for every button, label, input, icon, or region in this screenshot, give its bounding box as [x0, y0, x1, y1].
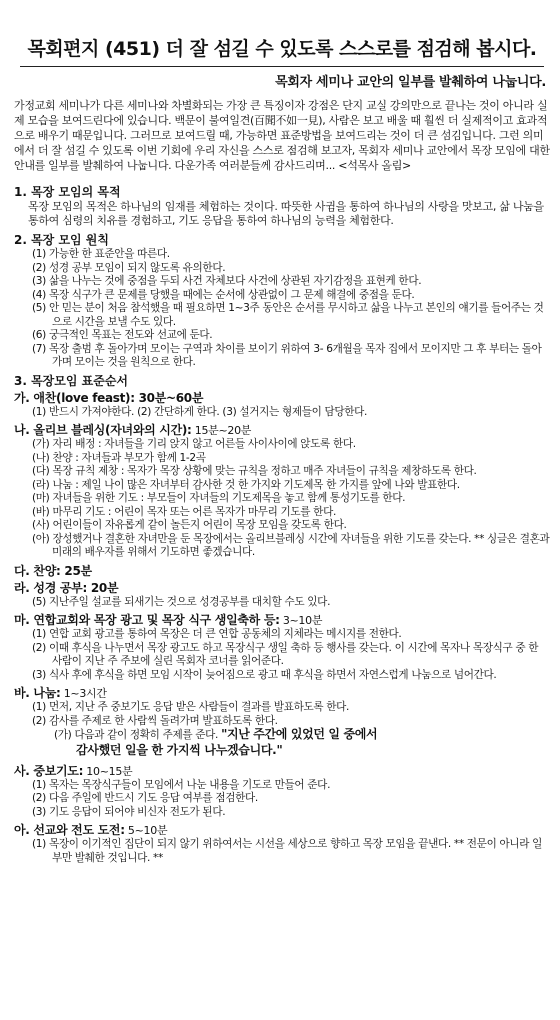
list-item: (4) 목장 식구가 큰 문제를 당했을 때에는 순서에 상관없이 그 문제 해결에 중점을 둔다. [32, 288, 415, 301]
na-time: 15분~20분 [191, 424, 252, 437]
ba-item-ga: (가) 다음과 같이 정확히 주제를 준다. [54, 729, 222, 741]
list-item: (2) 성경 공부 모임이 되지 않도록 유의한다. [32, 261, 226, 274]
list-item: (5) 안 믿는 분이 처음 참석했을 때 필요하면 1~3주 동안은 순서를 무시하고 삶을 나누고 본인의 얘기를 들어주는 것으로 시간을 보낼 수도 있다. [32, 302, 544, 328]
list-item: (5) 지난주일 설교를 되새기는 것으로 성경공부를 대치할 수도 있다. [32, 595, 331, 608]
list-item: (2) 감사를 주제로 한 사람씩 돌려가며 발표하도록 한다. [32, 714, 278, 727]
subsection-ra-label: 라. 성경 공부: 20분 [14, 580, 119, 595]
ba-time: 1~3시간 [60, 687, 107, 700]
na-label-text: 나. 올리브 블레싱(자녀와의 시간): [14, 423, 192, 437]
subsection-ma-label [14, 613, 550, 628]
title-divider [20, 66, 544, 67]
list-item: (1) 연합 교회 광고를 통하여 목장은 더 큰 연합 공동체의 지체라는 메시지를 전한다. [32, 628, 402, 640]
section-purpose-heading: 1. 목장 모임의 목적 [14, 185, 121, 199]
list-item: (라) 나눔 : 제일 나이 많은 자녀부터 감사한 것 한 가지와 기도제목 한 가지를 앞에 나와 발표한다. [32, 478, 460, 491]
sa-time: 10~15분 [83, 764, 133, 778]
ma-list [14, 628, 550, 682]
page-title: 목회편지 (451) 더 잘 섬길 수 있도록 스스로를 점검해 봅시다. [27, 38, 537, 60]
section-order-heading: 3. 목장모임 표준순서 [14, 373, 129, 388]
list-item: (1) 가능한 한 표준안을 따른다. [32, 248, 170, 260]
ra-list [14, 596, 550, 610]
list-item: (2) 다음 주일에 반드시 기도 응답 여부를 점검한다. [32, 792, 258, 804]
list-item [32, 728, 550, 743]
subsection-sa-label [14, 764, 550, 779]
subsection-ba-label [14, 686, 550, 701]
list-item: (1) 먼저, 지난 주 중보기도 응답 받은 사람들이 결과를 발표하도록 한다. [32, 701, 350, 713]
subsection-na-label [14, 423, 550, 438]
subsection-ga-label: 가. 애찬(love feast): 30분~60분 [14, 390, 204, 405]
a-label-text: 아. 선교와 전도 도전: [14, 823, 125, 837]
ba-emphasis-b: 감사했던 일을 한 가지씩 나누겠습니다." [76, 742, 283, 757]
section-principles-heading: 2. 목장 모임 원칙 [14, 233, 109, 247]
list-item: (아) 장성했거나 결혼한 자녀만을 둔 목장에서는 올리브블레싱 시간에 자녀들을 위한 기도를 갖는다. ** 싱글은 결혼과 미래의 배우자를 위해서 기도하면 좋겠습니다. [32, 532, 550, 558]
list-item: (6) 궁극적인 목표는 전도와 선교에 둔다. [32, 329, 213, 341]
list-item: (3) 식사 후에 후식을 하면 모임 시작이 늦어짐으로 광고 때 후식을 하면서 자연스럽게 나눔으로 넘어간다. [32, 668, 497, 681]
ba-emphasis-a: "지난 주간에 있었던 일 중에서 [221, 727, 378, 741]
sa-list [14, 779, 550, 820]
ma-label-text: 마. 연합교회와 목장 광고 및 목장 식구 생일축하 등: [14, 613, 280, 627]
ba-label-text: 바. 나눔: [14, 686, 61, 700]
list-item: (2) 이때 후식을 나누면서 목장 광고도 하고 목장식구 생일 축하 등 행사를 갖는다. 이 시간에 목자나 목장식구 중 한 사람이 지난 주 주보에 실린 목회자 코너를 읽어준다. [32, 641, 539, 667]
principles-list [14, 248, 550, 370]
list-item: (7) 목장 출범 후 돌아가며 모이는 구역과 차이를 보이기 위하여 3- 6개월을 목자 집에서 모이지만 그 후 부터는 돌아가며 모이는 것을 원칙으로 한다. [32, 342, 542, 368]
list-item: (다) 목장 규칙 제창 : 목자가 목장 상황에 맞는 규칙을 정하고 매주 자녀들이 규칙을 제창하도록 한다. [32, 465, 477, 477]
ma-time: 3~10분 [279, 614, 323, 627]
na-list [14, 438, 550, 560]
list-item: (나) 찬양 : 자녀들과 부모가 함께 1-2곡 [32, 451, 206, 464]
list-item: (1) 목장이 이기적인 집단이 되지 않기 위하여서는 시선을 세상으로 향하고 목장 모임을 끝낸다. ** 전문이 아니라 일부만 발췌한 것입니다. ** [32, 838, 543, 864]
section-purpose-body: 목장 모임의 목적은 하나님의 임재를 체험하는 것이다. 따뜻한 사귐을 통하여 하나님의 사랑을 맛보고, 삶 나눔을 통하여 심령의 치유를 경험하고, 기도 응답을 통하여 하나님의 능력을 체험한다. [28, 200, 544, 227]
list-item: (1) 목자는 목장식구들이 모임에서 나눈 내용을 기도로 만들어 준다. [32, 778, 331, 791]
page-subtitle: 목회자 세미나 교안의 일부를 발췌하여 나눕니다. [275, 75, 546, 90]
intro-paragraph: 가정교회 세미나가 다른 세미나와 차별화되는 가장 큰 특징이자 강점은 단지 교실 강의만으로 끝나는 것이 아니라 실제 모습을 보여드린다에 있습니다. 백문이 불여일견(百聞不如一見), 사람은 보고 배울 때 훨씬 더 실제적이고 효과적으로 배우기 때문입니다. 그러므로 보여드릴 때, 가능하면 표준방법을 보여드리는 것이 더 큰 섬김입니다. 그런 의미에서 더 잘 섬길 수 있도록 이번 기회에 우리 자신을 스스로 점검해 보고자, 목회자 세미나 교안에서 목장 모임에 대한 안내를 일부를 발췌하여 나눕니다. 다운가족 여러분들께 감사드리며... <석목사 올림> [14, 99, 550, 172]
list-item: (바) 마무리 기도 : 어린이 목자 또는 어른 목자가 마무리 기도를 한다. [32, 505, 336, 518]
a-list [14, 838, 550, 865]
subsection-a-label [14, 823, 550, 838]
ga-list [14, 406, 550, 420]
list-item: (3) 기도 응답이 되어야 비신자 전도가 된다. [32, 805, 226, 818]
subsection-da-label: 다. 찬양: 25분 [14, 563, 92, 578]
ba-list [14, 701, 550, 743]
a-time: 5~10분 [124, 824, 168, 837]
list-item: (3) 삶을 나누는 것에 중점을 두되 사건 자체보다 사건에 상관된 자기감정을 표현케 한다. [32, 275, 422, 287]
list-item: (1) 반드시 가져야한다. (2) 간단하게 한다. (3) 설거지는 형제들이 담당한다. [32, 405, 368, 418]
list-item: (가) 자리 배정 : 자녀들을 기리 앉지 않고 어른들 사이사이에 앉도록 한다. [32, 438, 356, 450]
sa-label-text: 사. 중보기도: [14, 763, 84, 778]
list-item: (마) 자녀들을 위한 기도 : 부모들이 자녀들의 기도제목을 놓고 함께 통성기도를 한다. [32, 492, 406, 504]
list-item: (사) 어린이들이 자유롭게 같이 놀든지 어린이 목장 모임을 갖도록 한다. [32, 519, 347, 531]
